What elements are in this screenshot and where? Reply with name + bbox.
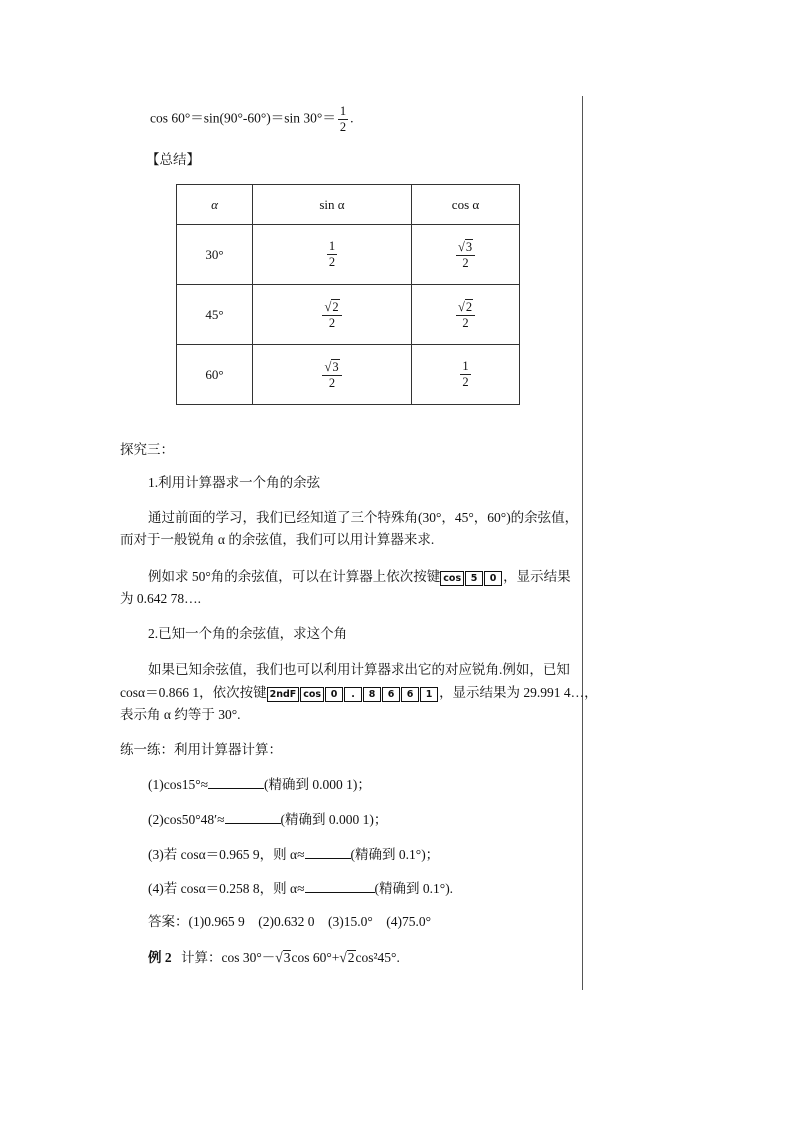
answer-blank — [305, 844, 351, 859]
fraction-denominator: 2 — [328, 315, 336, 330]
practice-precision: (精确到 0.000 1)； — [280, 812, 388, 827]
answer-line: 答案：(1)0.965 9 (2)0.632 0 (3)15.0° (4)75.0° — [148, 914, 432, 929]
table-row — [177, 285, 520, 345]
angle-cell: 45° — [177, 285, 253, 345]
calc-key-1: 1 — [420, 687, 438, 702]
fraction-numerator — [322, 359, 341, 376]
para2-text: cosα＝0.866 1，依次按键 — [120, 685, 267, 700]
angle-cell: 30° — [177, 225, 253, 285]
example2-label: 例 2 — [148, 950, 172, 965]
practice-question: (2)cos50°48′≈ — [148, 812, 225, 827]
radicand: 2 — [465, 299, 473, 314]
fraction-numerator — [456, 299, 475, 316]
para2-line2 — [120, 683, 598, 704]
section2-title: 2.已知一个角的余弦值，求这个角 — [148, 626, 348, 641]
answer-blank — [208, 774, 264, 789]
para2-line3: 表示角 α 约等于 30°. — [120, 707, 241, 722]
practice-precision: (精确到 0.000 1)； — [264, 777, 371, 792]
practice-question: (4)若 cosα＝0.258 8，则 α≈ — [148, 881, 305, 896]
calc-key-dot: . — [344, 687, 362, 702]
practice-precision: (精确到 0.1°)； — [350, 847, 440, 862]
summary-heading: 【总结】 — [146, 152, 200, 168]
derivation-text: cos 60°＝sin(90°-60°)＝sin 30°＝ — [150, 110, 336, 126]
cos60-derivation — [150, 104, 353, 135]
sqrt-icon: √2 — [457, 299, 473, 314]
header-alpha: α — [177, 185, 253, 225]
fraction-denominator: 2 — [328, 255, 336, 269]
cos45-fraction — [456, 299, 475, 331]
radicand: 3 — [332, 359, 339, 374]
radicand: 2 — [347, 950, 355, 965]
fraction-numerator: 1 — [462, 359, 469, 373]
margin-rule — [582, 96, 583, 990]
sqrt-icon: √2 — [339, 949, 355, 966]
sin-cell — [253, 225, 412, 285]
example1-result-text: ，显示结果 — [503, 569, 571, 584]
radicand: 3 — [465, 239, 473, 254]
derivation-end: . — [350, 110, 354, 126]
calculator-key-sequence — [440, 568, 503, 588]
calc-key-5: 5 — [465, 571, 483, 586]
fraction-numerator — [322, 299, 341, 316]
practice-item-1 — [148, 774, 371, 795]
example2-line — [148, 948, 400, 968]
section1-title: 1.利用计算器求一个角的余弦 — [148, 475, 321, 490]
calc-key-cos: cos — [300, 687, 324, 702]
example1-line2: 为 0.642 78…. — [120, 591, 201, 606]
sqrt-icon: √2 — [324, 299, 339, 314]
fraction-denominator: 2 — [462, 255, 469, 270]
answer-blank — [305, 878, 375, 893]
radicand: 2 — [332, 299, 339, 314]
practice-item-2 — [148, 809, 387, 830]
cos-cell — [412, 225, 520, 285]
example2-text: cos 60°+ — [291, 950, 340, 965]
sin-cell — [253, 285, 412, 345]
practice-title: 练一练：利用计算器计算： — [120, 742, 282, 757]
practice-precision: (精确到 0.1°). — [374, 881, 454, 896]
table-row — [177, 345, 520, 405]
practice-item-3 — [148, 844, 439, 865]
header-sin: sin α — [253, 185, 412, 225]
calc-key-8: 8 — [363, 687, 381, 702]
practice-question: (3)若 cosα＝0.965 9，则 α≈ — [148, 847, 305, 862]
calc-key-0: 0 — [484, 571, 502, 586]
trig-values-table — [176, 184, 520, 405]
fraction-denominator: 2 — [339, 120, 347, 134]
sqrt-icon: √3 — [457, 239, 473, 254]
para2-result-text: ，显示结果为 29.991 4…， — [439, 685, 598, 700]
calc-key-6: 6 — [382, 687, 400, 702]
fraction-denominator: 2 — [328, 375, 336, 390]
calc-key-6: 6 — [401, 687, 419, 702]
radicand: 3 — [283, 950, 291, 965]
fraction-numerator — [456, 239, 475, 256]
sqrt-icon: √3 — [275, 949, 291, 966]
table-header-row — [177, 185, 520, 225]
sin60-fraction — [322, 359, 341, 391]
answer-blank — [225, 809, 281, 824]
calculator-key-sequence — [267, 684, 439, 704]
example1-text: 例如求 50°角的余弦值，可以在计算器上依次按键 — [148, 569, 441, 584]
cos30-fraction — [456, 239, 475, 271]
explore-three-heading: 探究三： — [120, 442, 174, 457]
cos-cell — [412, 285, 520, 345]
sin45-fraction — [322, 299, 341, 331]
sin-cell — [253, 345, 412, 405]
para1-line2: 而对于一般锐角 α 的余弦值，我们可以用计算器来求. — [120, 532, 435, 547]
sqrt-icon: √3 — [324, 359, 339, 374]
cos-cell — [412, 345, 520, 405]
example1-line1 — [148, 567, 571, 588]
cos60-fraction — [460, 359, 470, 390]
calc-key-2ndf: 2ndF — [267, 687, 300, 702]
calc-key-0: 0 — [325, 687, 343, 702]
fraction-numerator: 1 — [339, 104, 347, 118]
fraction-one-half — [338, 104, 348, 135]
fraction-denominator: 2 — [462, 375, 469, 389]
angle-cell: 60° — [177, 345, 253, 405]
sin30-fraction — [327, 239, 337, 270]
calc-key-cos: cos — [440, 571, 464, 586]
fraction-denominator: 2 — [462, 315, 469, 330]
practice-item-4 — [148, 878, 453, 899]
table-row — [177, 225, 520, 285]
para1-line1: 通过前面的学习，我们已经知道了三个特殊角(30°，45°，60°)的余弦值， — [148, 510, 579, 525]
header-cos: cos α — [412, 185, 520, 225]
example2-text: 计算：cos 30°－ — [181, 950, 276, 965]
practice-question: (1)cos15°≈ — [148, 777, 209, 792]
fraction-numerator: 1 — [328, 239, 336, 253]
example2-text: cos²45°. — [355, 950, 400, 965]
para2-line1: 如果已知余弦值，我们也可以利用计算器求出它的对应锐角.例如，已知 — [148, 662, 570, 677]
